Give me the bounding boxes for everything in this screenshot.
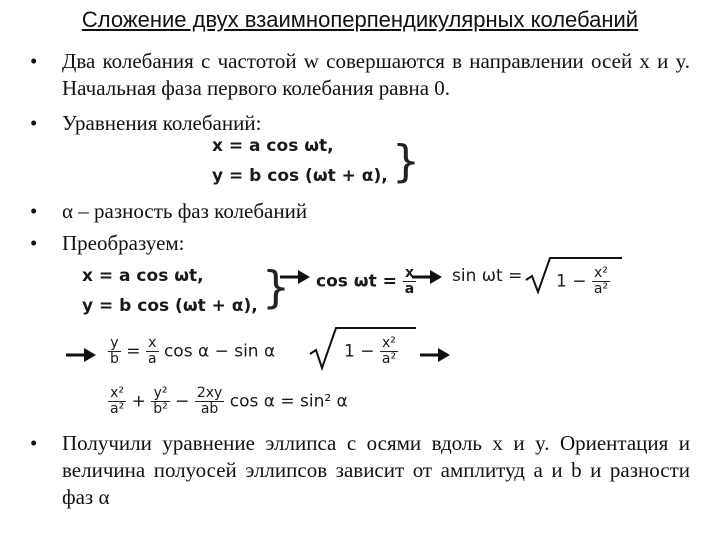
sin-expression <box>452 266 522 286</box>
bullet-1 <box>30 48 690 102</box>
right-brace-2: } <box>262 262 290 313</box>
cos-alpha-minus-sin-alpha: cos α − sin α <box>163 341 276 362</box>
fraction-x-over-a <box>146 336 159 367</box>
bullet-3-text: α – разность фаз колебаний <box>62 199 308 223</box>
bullet-marker: • <box>30 111 38 135</box>
bullet-1-text: Два колебания с частотой w совершаются в направлении осей x и y. Начальная фаза первого колебания равна 0. <box>62 49 690 100</box>
fraction-numerator: y <box>108 336 121 352</box>
bullet-2 <box>30 110 690 137</box>
bullet-4 <box>30 230 690 257</box>
fraction-numerator: x² <box>380 336 398 352</box>
fraction-denominator: b² <box>153 401 168 417</box>
equals-sign: = <box>126 341 141 362</box>
fraction-numerator: 2xy <box>196 385 223 401</box>
transform-equation-x: x = a cos ωt, <box>82 266 204 286</box>
sqrt-content <box>556 266 610 297</box>
fraction-y-over-b <box>108 336 121 367</box>
fraction-denominator: a² <box>110 401 125 417</box>
arrow-right-icon <box>418 346 452 364</box>
cos-expression <box>316 266 416 297</box>
fraction-numerator: x <box>146 336 159 352</box>
arrow-right-icon <box>64 346 98 364</box>
fraction-denominator: b <box>110 351 119 367</box>
fraction-x2-over-a2 <box>592 266 610 297</box>
ellipse-equation <box>108 386 348 417</box>
bullet-4-text: Преобразуем: <box>62 231 185 255</box>
bullet-5-text: Получили уравнение эллипса с осями вдоль x и y. Ориентация и величина полуосей эллипсов зависит от амплитуд a и b и разности фаз α <box>62 431 690 509</box>
fraction-numerator: x <box>403 266 416 282</box>
fraction-denominator: a <box>147 351 157 367</box>
fraction-denominator: ab <box>200 401 219 417</box>
bullet-3 <box>30 198 690 225</box>
bullet-2-text: Уравнения колебаний: <box>62 111 262 135</box>
right-brace: } <box>392 136 420 187</box>
fraction-x2-over-a2 <box>380 336 398 367</box>
arrow-right-icon <box>278 268 312 286</box>
plus-sign: + <box>131 391 146 412</box>
bullet-marker: • <box>30 431 38 455</box>
equation-x: x = a cos ωt, <box>212 136 334 156</box>
slide-title: Сложение двух взаимноперпендикулярных колебаний <box>81 7 639 32</box>
minus-sign: − <box>175 391 190 412</box>
fraction-denominator: a² <box>381 351 397 367</box>
one-minus: 1 − <box>344 341 375 362</box>
fraction-2xy-over-ab <box>195 386 224 417</box>
bullet-5 <box>30 430 690 511</box>
arrow-right-icon <box>410 268 444 286</box>
ellipse-rhs: cos α = sin² α <box>229 391 348 412</box>
fraction-numerator: x² <box>108 386 126 402</box>
equation-y: y = b cos (ωt + α), <box>212 166 388 186</box>
bullet-marker: • <box>30 231 38 255</box>
fraction-numerator: x² <box>592 266 610 282</box>
fraction-x2-over-a2 <box>108 386 126 417</box>
row2-expression <box>108 336 275 367</box>
sqrt-content-2 <box>344 336 398 367</box>
cos-lhs: cos ωt = <box>316 271 397 292</box>
bullet-marker: • <box>30 199 38 223</box>
fraction-denominator: a² <box>593 281 609 297</box>
fraction-numerator: y² <box>151 386 170 402</box>
transform-equation-y: y = b cos (ωt + α), <box>82 296 258 316</box>
bullet-marker: • <box>30 49 38 73</box>
fraction-y2-over-b2 <box>151 386 170 417</box>
fraction-denominator: a <box>404 281 415 297</box>
sin-lhs: sin ωt = <box>452 266 523 286</box>
one-minus: 1 − <box>556 271 587 292</box>
